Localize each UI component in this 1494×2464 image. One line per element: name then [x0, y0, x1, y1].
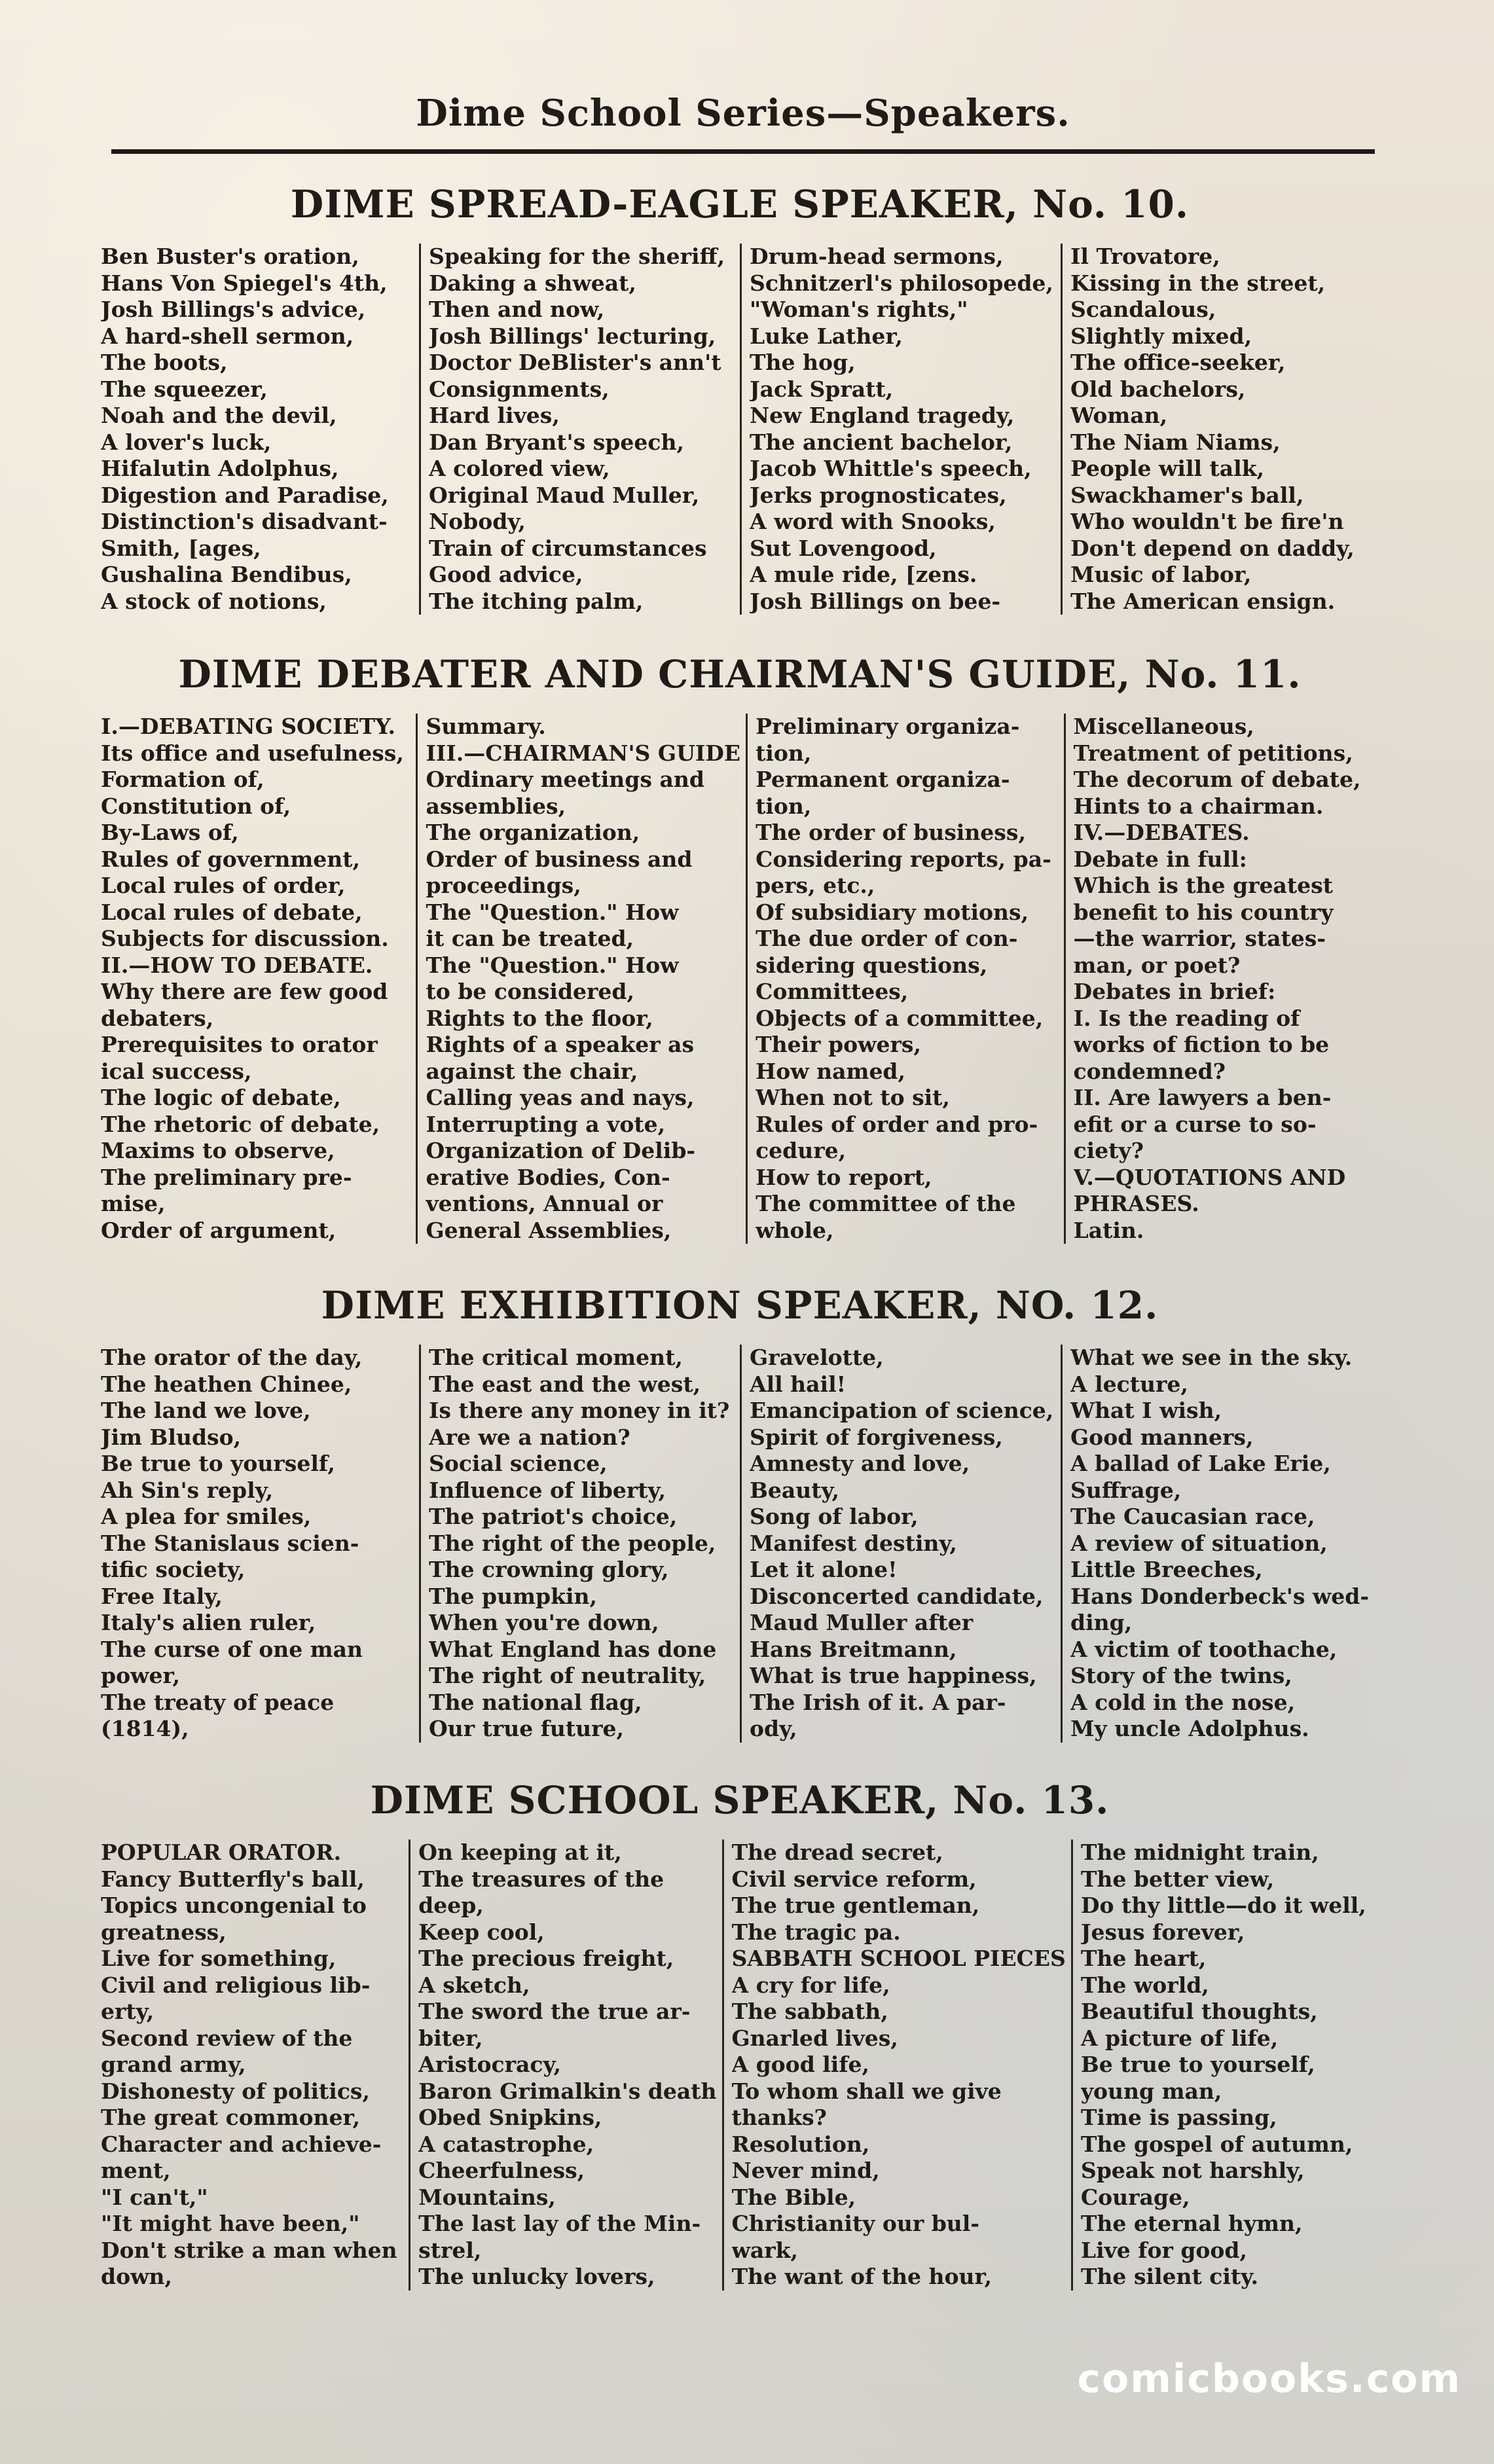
list-item: Consignments, [429, 376, 610, 402]
list-item: young man, [1080, 2078, 1222, 2104]
list-item: Gravelotte, [750, 1345, 884, 1370]
list-item: Dishonesty of politics, [101, 2078, 371, 2104]
page-header: Dime School Series—Speakers. [416, 92, 1070, 135]
list-item: General Assemblies, [426, 1217, 672, 1243]
list-item: Speak not harshly, [1080, 2158, 1305, 2183]
list-item: against the chair, [426, 1058, 638, 1084]
list-item: Free Italy, [101, 1583, 223, 1609]
list-item: Formation of, [101, 767, 264, 792]
list-item: The preliminary pre- [101, 1164, 352, 1190]
list-item: Good advice, [429, 562, 583, 587]
column-4 [1061, 244, 1381, 615]
list-item: The right of neutrality, [429, 1663, 706, 1688]
list-item: ding, [1070, 1610, 1133, 1635]
section-columns [98, 1345, 1381, 1743]
list-item: wark, [731, 2237, 799, 2263]
list-item: Resolution, [731, 2131, 870, 2157]
list-item: The Bible, [731, 2184, 856, 2210]
list-item: SABBATH SCHOOL PIECES [731, 1946, 1066, 1971]
list-item: Amnesty and love, [750, 1451, 970, 1476]
section-exhibition [98, 1283, 1381, 1743]
list-item: Suffrage, [1070, 1477, 1182, 1503]
list-item: Committees, [756, 979, 909, 1004]
list-item: down, [101, 2264, 172, 2289]
list-item: Luke Lather, [750, 323, 903, 349]
list-item: Local rules of debate, [101, 899, 363, 925]
list-item: Then and now, [429, 297, 605, 322]
list-item: On keeping at it, [418, 1839, 622, 1865]
list-item: Good manners, [1070, 1424, 1254, 1450]
list-item: Old bachelors, [1070, 376, 1246, 402]
section-school [98, 1778, 1381, 2291]
list-item: Do thy little—do it well, [1080, 1893, 1366, 1918]
list-item: Constitution of, [101, 793, 291, 819]
list-item: A lecture, [1070, 1371, 1188, 1397]
list-item: Kissing in the street, [1070, 270, 1326, 296]
list-item: The itching palm, [429, 588, 644, 614]
list-item: The squeezer, [101, 376, 268, 402]
list-item: Are we a nation? [429, 1424, 630, 1450]
list-item: Ah Sin's reply, [101, 1477, 274, 1503]
list-item: Emancipation of science, [750, 1398, 1054, 1423]
list-item: The tragic pa. [731, 1919, 901, 1945]
list-item: Keep cool, [418, 1919, 545, 1945]
list-item: The treasures of the [418, 1866, 665, 1892]
header-rule [111, 149, 1375, 154]
list-item: Daking a shweat, [429, 270, 636, 296]
column-1 [98, 1345, 419, 1743]
column-2 [419, 1345, 740, 1743]
section-title: DIME SCHOOL SPEAKER, No. 13. [370, 1778, 1110, 1822]
list-item: Be true to yourself, [1080, 2052, 1315, 2077]
list-item: New England tragedy, [750, 403, 1015, 428]
list-item: benefit to his country [1073, 899, 1334, 925]
list-item: A colored view, [429, 456, 610, 481]
list-item: Civil service reform, [731, 1866, 977, 1892]
list-item: mise, [101, 1191, 166, 1216]
column-3 [746, 714, 1063, 1244]
list-item: Maxims to observe, [101, 1138, 335, 1163]
list-item: What is true happiness, [750, 1663, 1037, 1688]
list-item: How to report, [756, 1164, 932, 1190]
list-item: A review of situation, [1070, 1530, 1328, 1556]
list-item: The world, [1080, 1972, 1209, 1998]
list-item: Character and achieve- [101, 2131, 382, 2157]
list-item: greatness, [101, 1919, 227, 1945]
list-item: Permanent organiza- [756, 767, 1010, 792]
list-item: Digestion and Paradise, [101, 482, 389, 508]
section-columns [98, 714, 1381, 1244]
list-item: erty, [101, 1999, 155, 2024]
section-spread-eagle [98, 182, 1381, 615]
list-item: condemned? [1073, 1058, 1226, 1084]
list-item: The treaty of peace [101, 1689, 335, 1715]
list-item: Schnitzerl's philosopede, [750, 270, 1053, 296]
list-item: ventions, Annual or [426, 1191, 663, 1216]
list-item: "It might have been," [101, 2211, 360, 2236]
list-item: People will talk, [1070, 456, 1265, 481]
list-item: II.—HOW TO DEBATE. [101, 952, 373, 978]
list-item: The sword the true ar- [418, 1999, 691, 2024]
list-item: What we see in the sky. [1070, 1345, 1353, 1370]
section-title: DIME SPREAD-EAGLE SPEAKER, No. 10. [290, 182, 1190, 226]
list-item: The orator of the day, [101, 1345, 363, 1370]
list-item: Christianity our bul- [731, 2211, 980, 2236]
list-item: The "Question." How [426, 899, 679, 925]
list-item: Sut Lovengood, [750, 535, 937, 561]
list-item: tion, [756, 740, 812, 766]
list-item: cedure, [756, 1138, 847, 1163]
list-item: The heathen Chinee, [101, 1371, 352, 1397]
list-item: Josh Billings' lecturing, [429, 323, 716, 349]
list-item: Song of labor, [750, 1504, 919, 1529]
list-item: Interrupting a vote, [426, 1111, 666, 1137]
list-item: A cry for life, [731, 1972, 890, 1998]
list-item: The dread secret, [731, 1839, 943, 1865]
list-item: Rights to the floor, [426, 1005, 653, 1031]
column-4 [1064, 714, 1381, 1244]
list-item: Never mind, [731, 2158, 880, 2183]
list-item: Beautiful thoughts, [1080, 1999, 1318, 2024]
column-1 [98, 714, 416, 1244]
list-item: IV.—DEBATES. [1073, 820, 1250, 845]
list-item: Ordinary meetings and [426, 767, 704, 792]
list-item: A good life, [731, 2052, 870, 2077]
list-item: When you're down, [429, 1610, 659, 1635]
list-item: Josh Billings's advice, [101, 297, 366, 322]
list-item: debaters, [101, 1005, 214, 1031]
list-item: Time is passing, [1080, 2105, 1277, 2130]
list-item: (1814), [101, 1716, 189, 1741]
list-item: Jacob Whittle's speech, [750, 456, 1032, 481]
column-2 [419, 244, 740, 615]
list-item: Train of circumstances [429, 535, 707, 561]
column-4 [1071, 1839, 1381, 2291]
list-item: man, or poet? [1073, 952, 1241, 978]
list-item: Dan Bryant's speech, [429, 429, 684, 455]
list-item: The decorum of debate, [1073, 767, 1361, 792]
list-item: Hard lives, [429, 403, 560, 428]
list-item: Topics uncongenial to [101, 1893, 367, 1918]
list-item: Our true future, [429, 1716, 625, 1741]
list-item: The order of business, [756, 820, 1026, 845]
list-item: Hifalutin Adolphus, [101, 456, 339, 481]
list-item: How named, [756, 1058, 905, 1084]
list-item: Slightly mixed, [1070, 323, 1252, 349]
list-item: The national flag, [429, 1689, 642, 1715]
list-item: "Woman's rights," [750, 297, 968, 322]
list-item: Josh Billings on bee- [750, 588, 1001, 614]
list-item: A ballad of Lake Erie, [1070, 1451, 1331, 1476]
list-item: Rules of government, [101, 846, 360, 872]
list-item: The unlucky lovers, [418, 2264, 655, 2289]
list-item: The crowning glory, [429, 1557, 669, 1582]
list-item: The Niam Niams, [1070, 429, 1281, 455]
list-item: A lover's luck, [101, 429, 272, 455]
list-item: A word with Snooks, [750, 509, 996, 534]
list-item: sidering questions, [756, 952, 988, 978]
list-item: Rights of a speaker as [426, 1032, 695, 1057]
list-item: efit or a curse to so- [1073, 1111, 1317, 1137]
list-item: The heart, [1080, 1946, 1207, 1971]
list-item: All hail! [750, 1371, 847, 1397]
list-item: Il Trovatore, [1070, 244, 1220, 269]
list-item: Ben Buster's oration, [101, 244, 359, 269]
list-item: A mule ride, [zens. [750, 562, 977, 587]
list-item: "I can't," [101, 2184, 208, 2210]
list-item: The Stanislaus scien- [101, 1530, 359, 1556]
list-item: Jim Bludso, [101, 1424, 242, 1450]
list-item: Debates in brief: [1073, 979, 1276, 1004]
list-item: to be considered, [426, 979, 634, 1004]
list-item: What I wish, [1070, 1398, 1222, 1423]
list-item: Influence of liberty, [429, 1477, 666, 1503]
list-item: The office-seeker, [1070, 350, 1286, 375]
column-1 [98, 244, 419, 615]
column-3 [740, 244, 1061, 615]
list-item: Order of business and [426, 846, 693, 872]
list-item: The curse of one man [101, 1636, 363, 1662]
list-item: The pumpkin, [429, 1583, 597, 1609]
list-item: Swackhamer's ball, [1070, 482, 1304, 508]
list-item: III.—CHAIRMAN'S GUIDE [426, 740, 741, 766]
list-item: Prerequisites to orator [101, 1032, 378, 1057]
list-item: Jesus forever, [1080, 1919, 1245, 1945]
list-item: Baron Grimalkin's death [418, 2078, 717, 2104]
list-item: Scandalous, [1070, 297, 1216, 322]
column-2 [409, 1839, 721, 2291]
list-item: Spirit of forgiveness, [750, 1424, 1003, 1450]
watermark: comicbooks.com [1077, 2356, 1461, 2402]
list-item: The boots, [101, 350, 228, 375]
list-item: The American ensign. [1070, 588, 1336, 614]
list-item: Social science, [429, 1451, 608, 1476]
list-item: A sketch, [418, 1972, 530, 1998]
list-item: A stock of notions, [101, 588, 327, 614]
list-item: The Caucasian race, [1070, 1504, 1315, 1529]
list-item: The precious freight, [418, 1946, 674, 1971]
list-item: Noah and the devil, [101, 403, 337, 428]
list-item: Debate in full: [1073, 846, 1247, 872]
list-item: Don't strike a man when [101, 2237, 397, 2263]
column-4 [1061, 1345, 1381, 1743]
list-item: Story of the twins, [1070, 1663, 1292, 1688]
list-item: proceedings, [426, 873, 581, 898]
list-item: Maud Muller after [750, 1610, 974, 1635]
list-item: Obed Snipkins, [418, 2105, 602, 2130]
list-item: ciety? [1073, 1138, 1144, 1163]
list-item: Fancy Butterfly's ball, [101, 1866, 365, 1892]
list-item: The true gentleman, [731, 1893, 980, 1918]
list-item: Let it alone! [750, 1557, 898, 1582]
list-item: Jack Spratt, [750, 376, 894, 402]
list-item: power, [101, 1663, 180, 1688]
list-item: whole, [756, 1217, 834, 1243]
list-item: Subjects for discussion. [101, 926, 389, 951]
list-item: The midnight train, [1080, 1839, 1319, 1865]
list-item: The patriot's choice, [429, 1504, 678, 1529]
list-item: grand army, [101, 2052, 246, 2077]
column-1 [98, 1839, 409, 2291]
list-item: The last lay of the Min- [418, 2211, 701, 2236]
list-item: Nobody, [429, 509, 526, 534]
list-item: The gospel of autumn, [1080, 2131, 1353, 2157]
list-item: The Irish of it. A par- [750, 1689, 1006, 1715]
list-item: Summary. [426, 714, 546, 739]
list-item: A cold in the nose, [1070, 1689, 1296, 1715]
list-item: Italy's alien ruler, [101, 1610, 316, 1635]
list-item: The organization, [426, 820, 640, 845]
section-title: DIME EXHIBITION SPEAKER, NO. 12. [321, 1283, 1159, 1328]
list-item: Music of labor, [1070, 562, 1252, 587]
list-item: Hints to a chairman. [1073, 793, 1324, 819]
list-item: biter, [418, 2025, 483, 2051]
list-item: POPULAR ORATOR. [101, 1839, 342, 1865]
list-item: Local rules of order, [101, 873, 346, 898]
list-item: My uncle Adolphus. [1070, 1716, 1309, 1741]
list-item: The great commoner, [101, 2105, 361, 2130]
list-item: tific society, [101, 1557, 246, 1582]
list-item: Smith, [ages, [101, 535, 261, 561]
list-item: Aristocracy, [418, 2052, 561, 2077]
list-item: I.—DEBATING SOCIETY. [101, 714, 395, 739]
list-item: The rhetoric of debate, [101, 1111, 380, 1137]
list-item: pers, etc., [756, 873, 875, 898]
list-item: A plea for smiles, [101, 1504, 312, 1529]
list-item: erative Bodies, Con- [426, 1164, 670, 1190]
list-item: The critical moment, [429, 1345, 683, 1370]
list-item: Drum-head sermons, [750, 244, 1004, 269]
list-item: The land we love, [101, 1398, 311, 1423]
list-item: Manifest destiny, [750, 1530, 957, 1556]
list-item: Who wouldn't be fire'n [1070, 509, 1344, 534]
list-item: PHRASES. [1073, 1191, 1199, 1216]
list-item: Woman, [1070, 403, 1168, 428]
section-debater [98, 652, 1381, 1244]
list-item: Preliminary organiza- [756, 714, 1020, 739]
list-item: tion, [756, 793, 812, 819]
list-item: Don't depend on daddy, [1070, 535, 1355, 561]
column-2 [416, 714, 746, 1244]
list-item: Hans Breitmann, [750, 1636, 957, 1662]
list-item: The hog, [750, 350, 856, 375]
list-item: Live for something, [101, 1946, 337, 1971]
list-item: Which is the greatest [1073, 873, 1333, 898]
list-item: Be true to yourself, [101, 1451, 335, 1476]
section-title: DIME DEBATER AND CHAIRMAN'S GUIDE, No. 11. [178, 652, 1302, 697]
list-item: Mountains, [418, 2184, 556, 2210]
list-item: A victim of toothache, [1070, 1636, 1338, 1662]
list-item: By-Laws of, [101, 820, 239, 845]
column-3 [722, 1839, 1071, 2291]
list-item: Cheerfulness, [418, 2158, 585, 2183]
list-item: Second review of the [101, 2025, 353, 2051]
column-3 [740, 1345, 1061, 1743]
list-item: The east and the west, [429, 1371, 701, 1397]
list-item: deep, [418, 1893, 484, 1918]
section-columns [98, 1839, 1381, 2291]
list-item: Its office and usefulness, [101, 740, 404, 766]
list-item: The "Question." How [426, 952, 679, 978]
list-item: works of fiction to be [1073, 1032, 1330, 1057]
list-item: Live for good, [1080, 2237, 1247, 2263]
list-item: Civil and religious lib- [101, 1972, 371, 1998]
list-item: The ancient bachelor, [750, 429, 1013, 455]
list-item: Original Maud Muller, [429, 482, 700, 508]
list-item: The logic of debate, [101, 1085, 341, 1110]
list-item: Gnarled lives, [731, 2025, 898, 2051]
list-item: The committee of the [756, 1191, 1016, 1216]
list-item: II. Are lawyers a ben- [1073, 1085, 1332, 1110]
list-item: Hans Von Spiegel's 4th, [101, 270, 388, 296]
list-item: ment, [101, 2158, 171, 2183]
list-item: Why there are few good [101, 979, 388, 1004]
list-item: Doctor DeBlister's ann't [429, 350, 721, 375]
list-item: Is there any money in it? [429, 1398, 730, 1423]
list-item: Order of argument, [101, 1217, 337, 1243]
list-item: Considering reports, pa- [756, 846, 1051, 872]
list-item: Disconcerted candidate, [750, 1583, 1044, 1609]
list-item: Rules of order and pro- [756, 1111, 1038, 1137]
list-item: Jerks prognosticates, [750, 482, 1007, 508]
list-item: Miscellaneous, [1073, 714, 1254, 739]
section-columns [98, 244, 1381, 615]
list-item: What England has done [429, 1636, 717, 1662]
list-item: Latin. [1073, 1217, 1144, 1243]
list-item: assemblies, [426, 793, 566, 819]
list-item: Of subsidiary motions, [756, 899, 1029, 925]
list-item: thanks? [731, 2105, 827, 2130]
list-item: The want of the hour, [731, 2264, 992, 2289]
list-item: Gushalina Bendibus, [101, 562, 352, 587]
list-item: A catastrophe, [418, 2131, 594, 2157]
list-item: Their powers, [756, 1032, 921, 1057]
list-item: The sabbath, [731, 1999, 888, 2024]
list-item: Little Breeches, [1070, 1557, 1263, 1582]
list-item: Speaking for the sheriff, [429, 244, 725, 269]
list-item: ody, [750, 1716, 797, 1741]
list-item: A picture of life, [1080, 2025, 1279, 2051]
list-item: Hans Donderbeck's wed- [1070, 1583, 1370, 1609]
list-item: V.—QUOTATIONS AND [1073, 1164, 1346, 1190]
list-item: To whom shall we give [731, 2078, 1002, 2104]
list-item: The due order of con- [756, 926, 1018, 951]
list-item: Calling yeas and nays, [426, 1085, 695, 1110]
list-item: When not to sit, [756, 1085, 950, 1110]
list-item: A hard-shell sermon, [101, 323, 354, 349]
list-item: Courage, [1080, 2184, 1190, 2210]
list-item: I. Is the reading of [1073, 1005, 1300, 1031]
list-item: Distinction's disadvant- [101, 509, 388, 534]
list-item: Treatment of petitions, [1073, 740, 1353, 766]
list-item: The right of the people, [429, 1530, 716, 1556]
list-item: The eternal hymn, [1080, 2211, 1303, 2236]
list-item: The silent city. [1080, 2264, 1259, 2289]
list-item: strel, [418, 2237, 482, 2263]
list-item: ical success, [101, 1058, 252, 1084]
list-item: —the warrior, states- [1073, 926, 1326, 951]
list-item: Beauty, [750, 1477, 840, 1503]
list-item: Objects of a committee, [756, 1005, 1044, 1031]
list-item: Organization of Delib- [426, 1138, 696, 1163]
list-item: The better view, [1080, 1866, 1275, 1892]
list-item: it can be treated, [426, 926, 634, 951]
